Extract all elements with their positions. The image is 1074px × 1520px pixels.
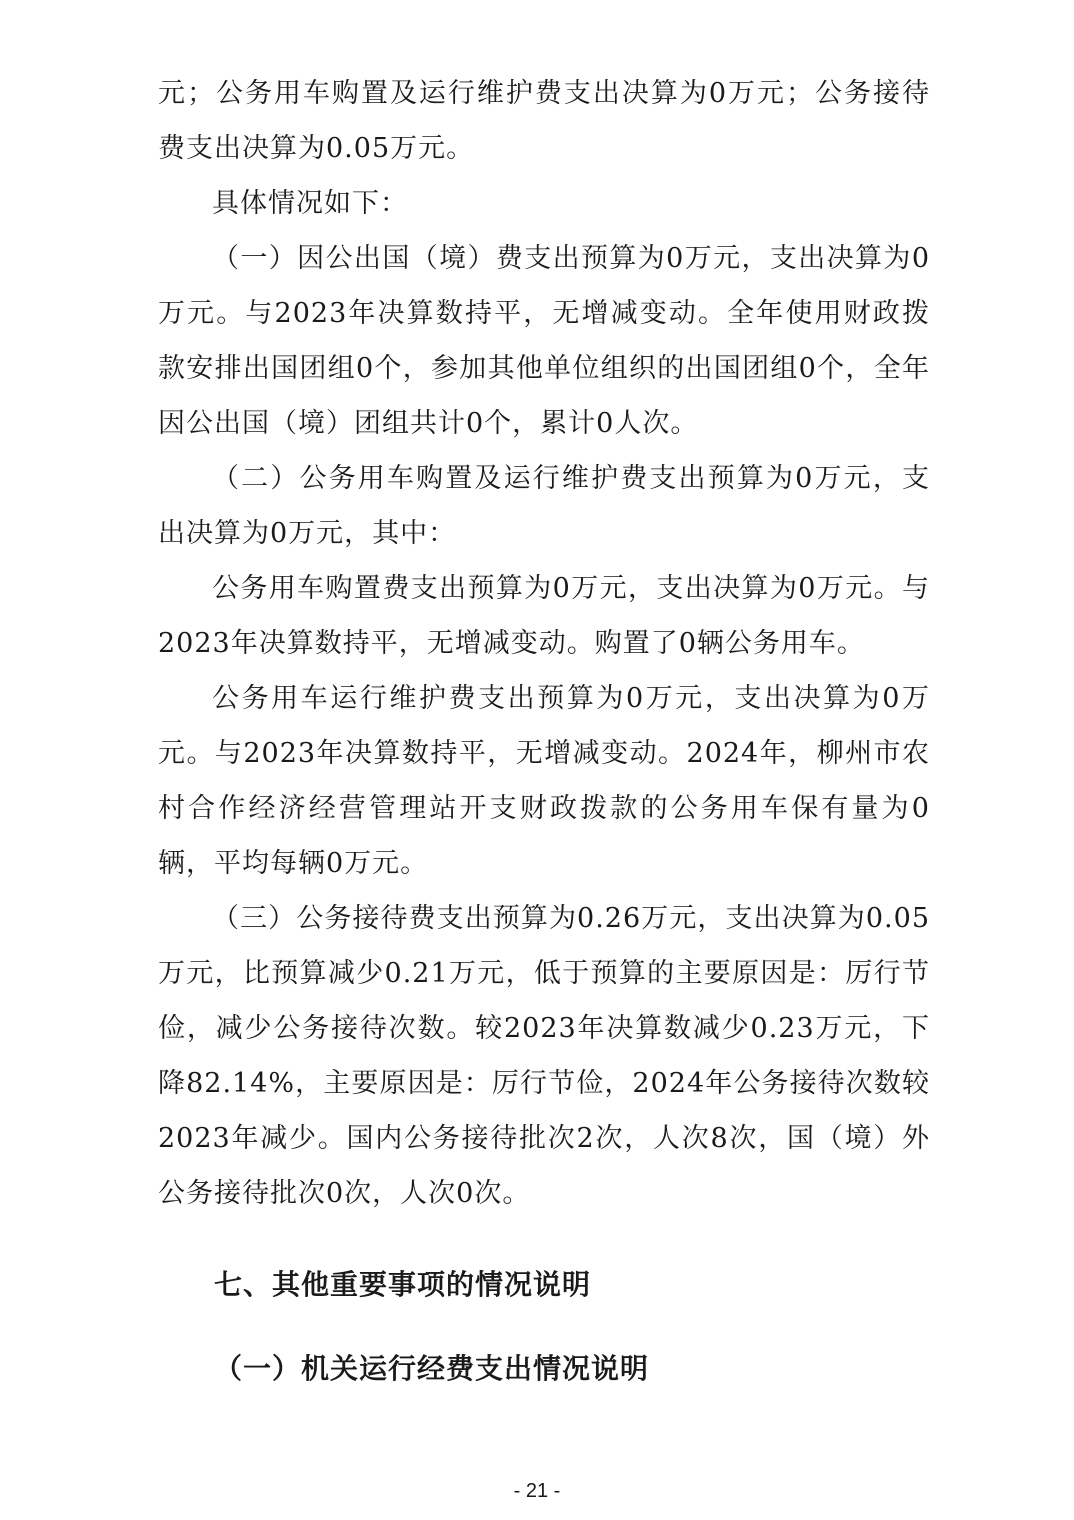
paragraph-continuation: 元；公务用车购置及运行维护费支出决算为0万元；公务接待费支出决算为0.05万元。: [158, 78, 930, 164]
paragraph-vehicle-purchase: 公务用车购置费支出预算为0万元，支出决算为0万元。与2023年决算数持平，无增减变动。购置了0辆公务用车。: [158, 573, 930, 659]
paragraph-item-1: （一）因公出国（境）费支出预算为0万元，支出决算为0万元。与2023年决算数持平，无增减变动。全年使用财政拨款安排出国团组0个，参加其他单位组织的出国团组0个，全年因公出国（境）团组共计0个，累计0人次。: [158, 243, 930, 439]
paragraph-intro: 具体情况如下：: [212, 188, 408, 219]
subsection-heading: （一）机关运行经费支出情况说明: [214, 1352, 650, 1385]
page-number: - 21 -: [513, 1480, 561, 1502]
document-body: [158, 66, 930, 1389]
section-heading: 七、其他重要事项的情况说明: [214, 1268, 592, 1301]
paragraph-vehicle-maintenance: 公务用车运行维护费支出预算为0万元，支出决算为0万元。与2023年决算数持平，无增减变动。2024年，柳州市农村合作经济经营管理站开支财政拨款的公务用车保有量为0辆，平均每辆0万元。: [158, 683, 930, 879]
paragraph-item-2: （二）公务用车购置及运行维护费支出预算为0万元，支出决算为0万元，其中：: [158, 463, 930, 549]
paragraph-item-3: （三）公务接待费支出预算为0.26万元，支出决算为0.05万元，比预算减少0.21万元，低于预算的主要原因是：厉行节俭，减少公务接待次数。较2023年决算数减少0.23万元，下降82.14%，主要原因是：厉行节俭，2024年公务接待次数较2023年减少。国内公务接待批次2次，人次8次，国（境）外公务接待批次0次，人次0次。: [158, 903, 930, 1209]
